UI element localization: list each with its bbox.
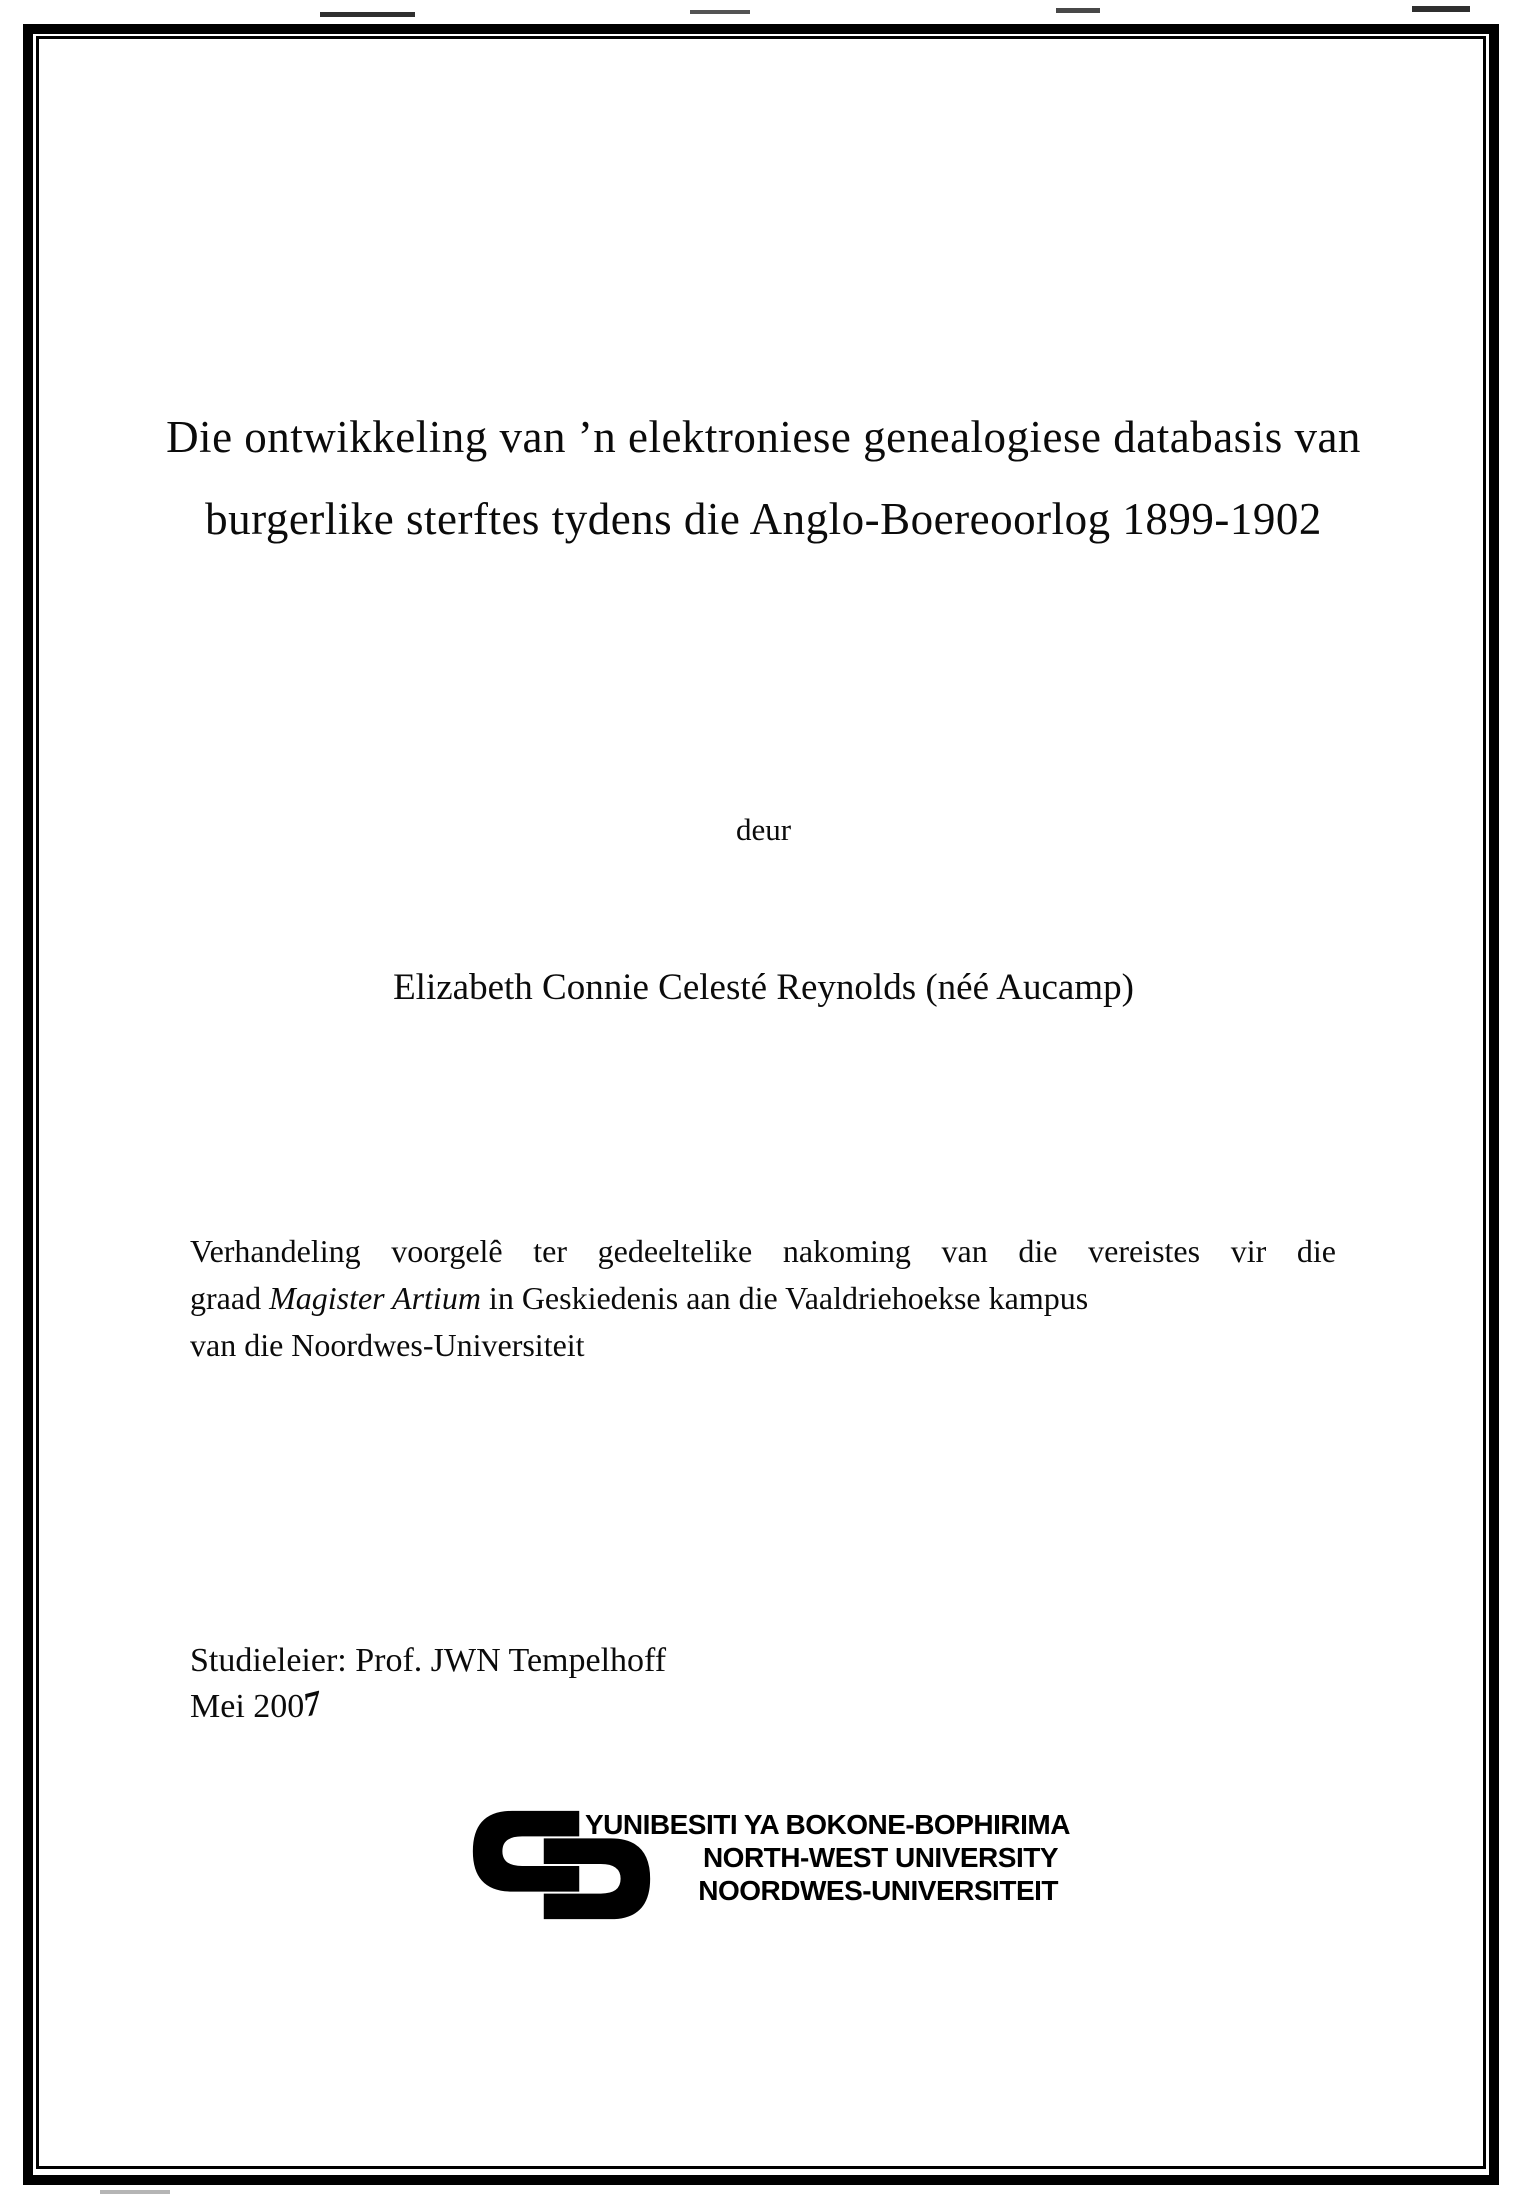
supervisor-line: Studieleier: Prof. JWN Tempelhoff (190, 1642, 667, 1679)
nwu-logo (463, 1803, 1103, 1953)
scan-artifact (690, 10, 750, 14)
scan-artifact (1412, 6, 1470, 12)
scan-artifact (1056, 8, 1100, 13)
degree-statement-line3: van die Noordwes-Universiteit (190, 1327, 585, 1363)
thesis-title (100, 396, 1427, 560)
statement-line2-part1: graad (190, 1280, 270, 1316)
scan-artifact (100, 2190, 170, 2194)
statement-line2-part2: in Geskiedenis aan die Vaaldriehoekse kampus (480, 1280, 1089, 1316)
byline-label: deur (735, 812, 792, 847)
date-line (190, 1684, 1090, 1730)
thesis-title-line2: burgerlike sterftes tydens die Anglo-Boereoorlog 1899-1902 (205, 494, 1322, 544)
degree-statement (190, 1228, 1336, 1369)
date-last-digit: 7 (303, 1683, 323, 1726)
scan-artifact (320, 12, 415, 17)
degree-statement-line2 (190, 1275, 1336, 1322)
degree-statement-line1: Verhandeling voorgelê ter gedeeltelike nakoming van die vereistes vir die (190, 1233, 1336, 1269)
degree-name-italic: Magister Artium (269, 1280, 481, 1316)
thesis-title-line1: Die ontwikkeling van ’n elektroniese genealogiese databasis van (166, 412, 1361, 462)
nwu-name-setswana: YUNIBESITI YA BOKONE-BOPHIRIMA (585, 1809, 1070, 1840)
supervisor-block (190, 1638, 1090, 1730)
nwu-name-english: NORTH-WEST UNIVERSITY (702, 1842, 1058, 1873)
author-name: Elizabeth Connie Celesté Reynolds (néé Aucamp) (393, 967, 1134, 1008)
nwu-name-afrikaans: NOORDWES-UNIVERSITEIT (698, 1875, 1058, 1906)
nwu-logo-text (585, 1808, 1070, 1907)
date-prefix: Mei 200 (190, 1688, 305, 1725)
